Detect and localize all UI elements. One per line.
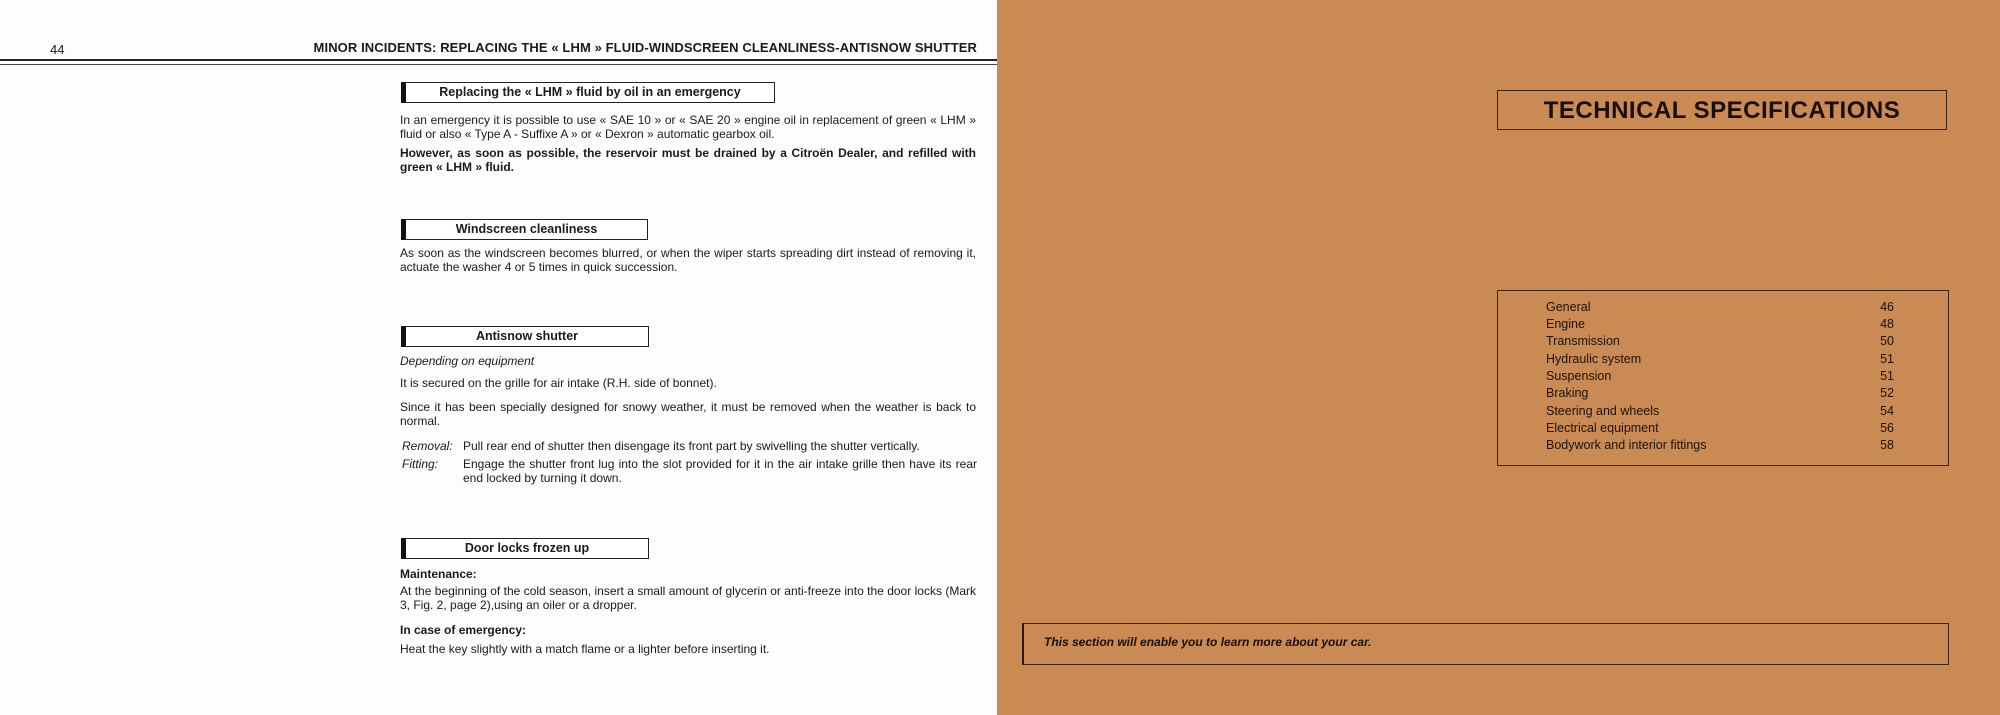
left-page: [0, 0, 997, 715]
toc-page-number: 48: [1880, 317, 1894, 331]
emergency-subhead: In case of emergency:: [400, 623, 527, 637]
toc-item-hydraulic-system[interactable]: [1546, 352, 1894, 369]
toc-label: Hydraulic system: [1546, 352, 1642, 366]
toc-item-transmission[interactable]: [1546, 334, 1894, 351]
antisnow-removal-note: Since it has been specially designed for snowy weather, it must be removed when the weather is back to normal.: [400, 400, 976, 428]
emergency-paragraph: Heat the key slightly with a match flame or a lighter before inserting it.: [400, 642, 770, 656]
section-title-lhm-replacement: Replacing the « LHM » fluid by oil in an emergency: [401, 82, 775, 103]
toc-label: Braking: [1546, 386, 1589, 400]
maintenance-subhead: Maintenance:: [400, 567, 477, 581]
maintenance-paragraph: At the beginning of the cold season, insert a small amount of glycerin or anti-freeze into the door locks (Mark 3, Fig. 2, page 2),using an oiler or a dropper.: [400, 584, 976, 612]
toc-page-number: 51: [1880, 352, 1894, 366]
lhm-paragraph: In an emergency it is possible to use « SAE 10 » or « SAE 20 » engine oil in replacement of green « LHM » fluid or also « Type A - Suffixe A » or « Dexron » automatic gearbox oil.: [400, 113, 976, 141]
antisnow-location-paragraph: It is secured on the grille for air intake (R.H. side of bonnet).: [400, 376, 717, 390]
section-note-box: [1022, 623, 1949, 665]
toc-item-electrical-equipment[interactable]: [1546, 421, 1894, 438]
toc-page-number: 46: [1880, 300, 1894, 314]
toc-page-number: 52: [1880, 386, 1894, 400]
toc-item-braking[interactable]: [1546, 386, 1894, 403]
windscreen-paragraph: As soon as the windscreen becomes blurred, or when the wiper starts spreading dirt instead of removing it, actuate the washer 4 or 5 times in quick succession.: [400, 246, 976, 274]
toc-page-number: 58: [1880, 438, 1894, 452]
fitting-label: Fitting:: [402, 457, 439, 471]
toc-label: Electrical equipment: [1546, 421, 1659, 435]
header-rule-thick: [0, 59, 997, 61]
toc-item-engine[interactable]: [1546, 317, 1894, 334]
toc-item-general[interactable]: [1546, 300, 1894, 317]
toc-label: Engine: [1546, 317, 1585, 331]
toc-page-number: 56: [1880, 421, 1894, 435]
antisnow-equipment-note: Depending on equipment: [400, 354, 535, 368]
toc-item-suspension[interactable]: [1546, 369, 1894, 386]
section-note-text: This section will enable you to learn more about your car.: [1044, 635, 1372, 649]
fitting-text: Engage the shutter front lug into the slot provided for it in the air intake grille then have its rear end locked by turning it down.: [463, 457, 977, 485]
toc-label: General: [1546, 300, 1591, 314]
running-head: MINOR INCIDENTS: REPLACING THE « LHM » FLUID-WINDSCREEN CLEANLINESS-ANTISNOW SHUTTER: [313, 40, 977, 55]
toc-page-number: 54: [1880, 404, 1894, 418]
page-number: 44: [50, 42, 65, 57]
header-rule-thin: [0, 64, 997, 65]
table-of-contents: [1497, 290, 1949, 466]
toc-label: Steering and wheels: [1546, 404, 1660, 418]
toc-label: Transmission: [1546, 334, 1620, 348]
technical-specifications-title: TECHNICAL SPECIFICATIONS: [1497, 90, 1947, 130]
removal-label: Removal:: [402, 439, 453, 453]
toc-label: Suspension: [1546, 369, 1612, 383]
toc-page-number: 51: [1880, 369, 1894, 383]
lhm-warning-paragraph: However, as soon as possible, the reservoir must be drained by a Citroën Dealer, and refilled with green « LHM » fluid.: [400, 146, 976, 174]
section-title-windscreen: Windscreen cleanliness: [401, 219, 648, 240]
toc-item-steering-and-wheels[interactable]: [1546, 404, 1894, 421]
toc-page-number: 50: [1880, 334, 1894, 348]
toc-label: Bodywork and interior fittings: [1546, 438, 1707, 452]
section-title-door-locks: Door locks frozen up: [401, 538, 649, 559]
section-title-antisnow: Antisnow shutter: [401, 326, 649, 347]
toc-item-bodywork[interactable]: [1546, 438, 1894, 455]
removal-text: Pull rear end of shutter then disengage its front part by swivelling the shutter vertically.: [463, 439, 920, 453]
